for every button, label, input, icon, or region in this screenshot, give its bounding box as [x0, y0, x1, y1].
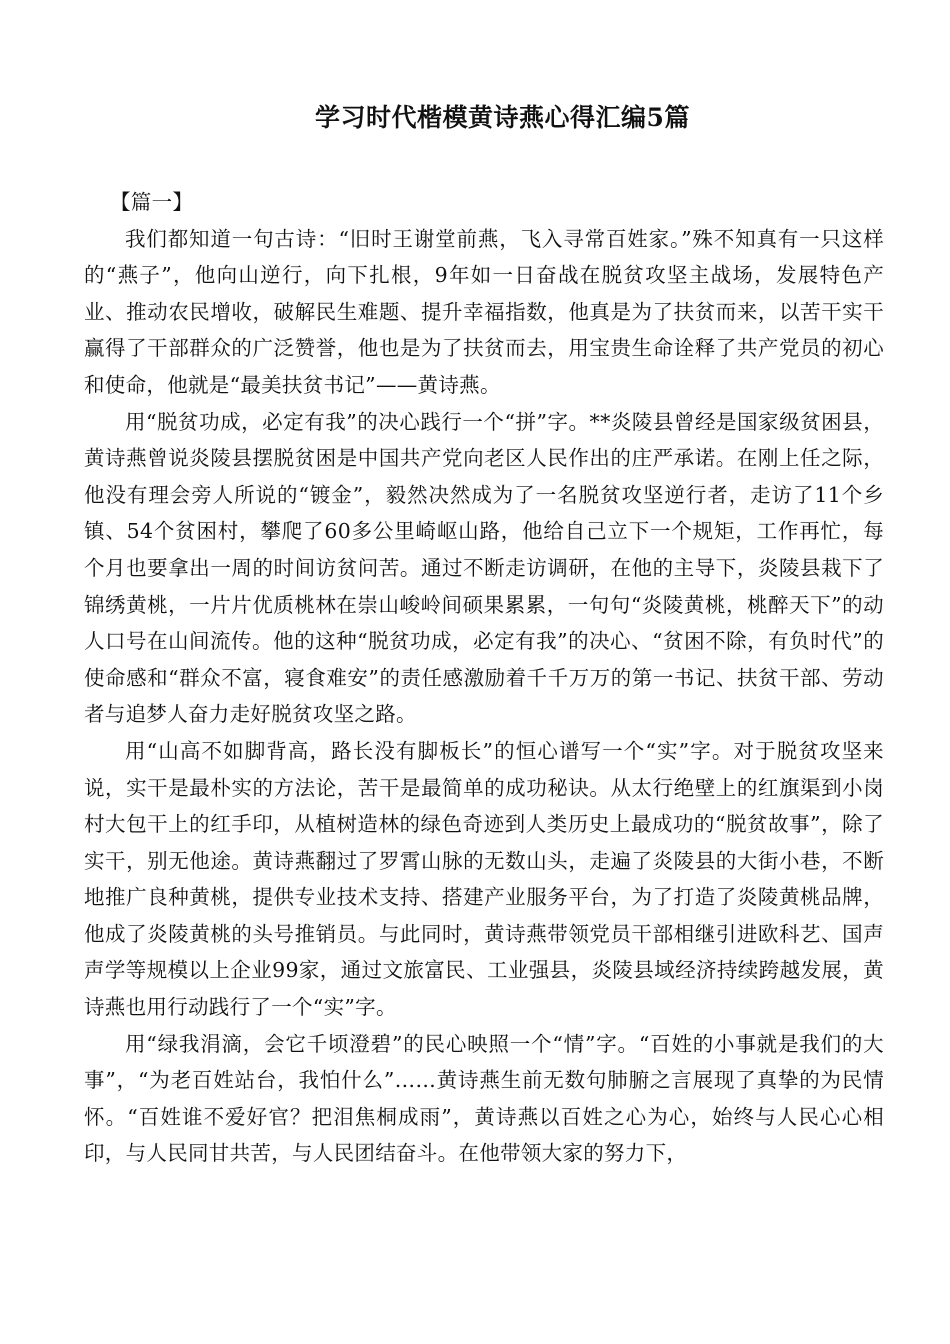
- paragraph-1: 我们都知道一句古诗：“旧时王谢堂前燕，飞入寻常百姓家。”殊不知真有一只这样的“燕子”，他向山逆行，向下扎根，9年如一日奋战在脱贫攻坚主战场，发展特色产业、推动农民增收，破解民生难题、提升幸福指数，他真是为了扶贫而来，以苦干实干赢得了干部群众的广泛赞誉，他也是为了扶贫而去，用宝贵生命诠释了共产党员的初心和使命，他就是“最美扶贫书记”——黄诗燕。: [84, 226, 884, 397]
- section-label: 【篇一】: [110, 190, 194, 214]
- document-title: 学习时代楷模黄诗燕心得汇编5篇: [315, 103, 690, 132]
- document-body: [84, 184, 884, 1172]
- paragraph-3: 用“山高不如脚背高，路长没有脚板长”的恒心谱写一个“实”字。对于脱贫攻坚来说，实干是最朴实的方法论，苦干是最简单的成功秘诀。从太行绝壁上的红旗渠到小岗村大包干上的红手印，从植树造林的绿色奇迹到人类历史上最成功的“脱贫故事”，除了实干，别无他途。黄诗燕翻过了罗霄山脉的无数山头，走遍了炎陵县的大街小巷，不断地推广良种黄桃，提供专业技术支持、搭建产业服务平台，为了打造了炎陵黄桃品牌，他成了炎陵黄桃的头号推销员。与此同时，黄诗燕带领党员干部相继引进欧科艺、国声声学等规模以上企业99家，通过文旅富民、工业强县，炎陵县域经济持续跨越发展，黄诗燕也用行动践行了一个“实”字。: [84, 738, 884, 1020]
- paragraph-4: 用“绿我涓滴，会它千顷澄碧”的民心映照一个“情”字。“百姓的小事就是我们的大事”，“为老百姓站台，我怕什么”……黄诗燕生前无数句肺腑之言展现了真挚的为民情怀。“百姓谁不爱好官？把泪焦桐成雨”，黄诗燕以百姓之心为心，始终与人民心心相印，与人民同甘共苦，与人民团结奋斗。在他带领大家的努力下，: [84, 1031, 884, 1166]
- paragraph-2: 用“脱贫功成，必定有我”的决心践行一个“拼”字。**炎陵县曾经是国家级贫困县，黄诗燕曾说炎陵县摆脱贫困是中国共产党向老区人民作出的庄严承诺。在刚上任之际，他没有理会旁人所说的“镀金”，毅然决然成为了一名脱贫攻坚逆行者，走访了11个乡镇、54个贫困村，攀爬了60多公里崎岖山路，他给自己立下一个规矩，工作再忙，每个月也要拿出一周的时间访贫问苦。通过不断走访调研，在他的主导下，炎陵县栽下了锦绣黄桃，一片片优质桃林在崇山峻岭间硕果累累，一句句“炎陵黄桃，桃醉天下”的动人口号在山间流传。他的这种“脱贫功成，必定有我”的决心、“贫困不除，有负时代”的使命感和“群众不富，寝食难安”的责任感激励着千千万万的第一书记、扶贫干部、劳动者与追梦人奋力走好脱贫攻坚之路。: [84, 409, 884, 727]
